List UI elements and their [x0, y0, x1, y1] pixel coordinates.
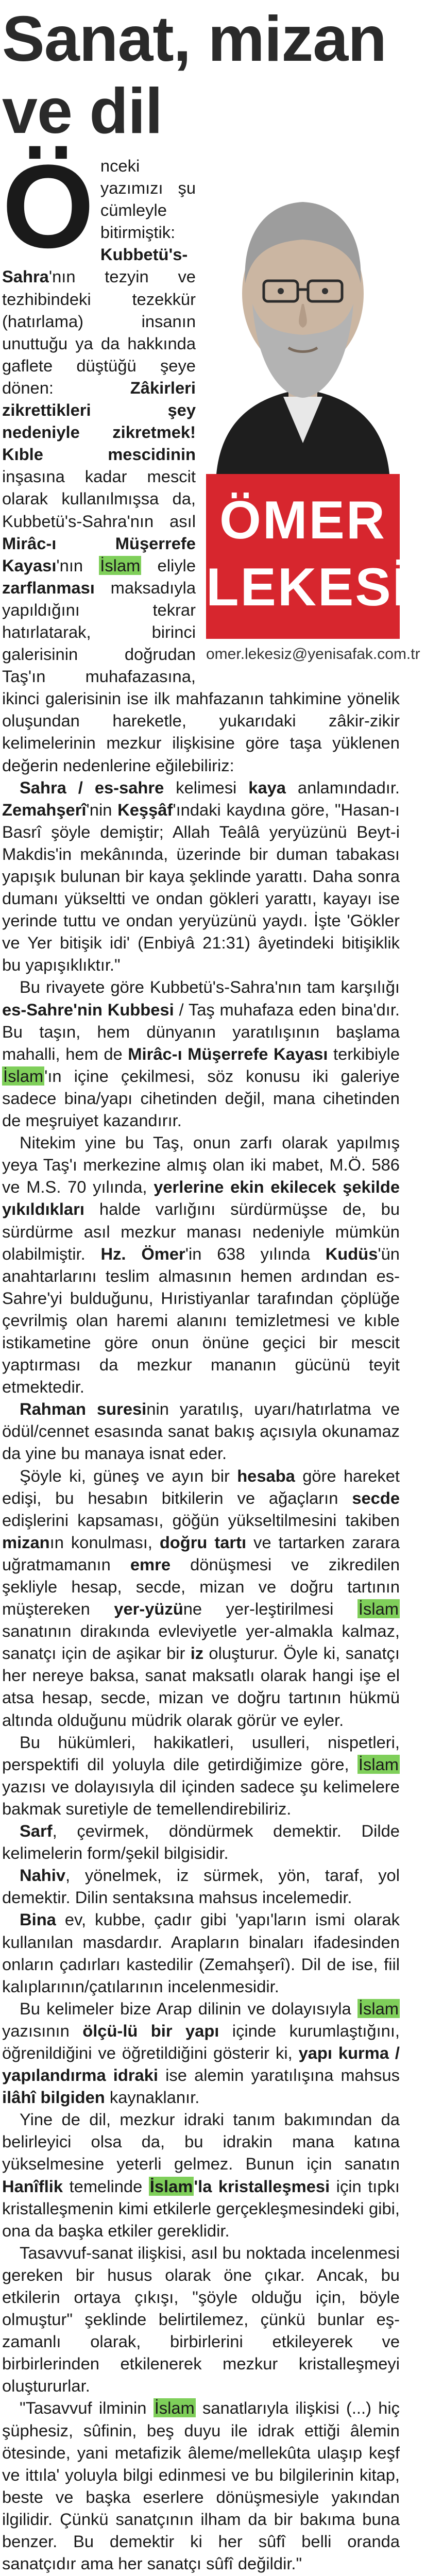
columnist-last-name: LEKESİZ	[206, 557, 443, 617]
body-paragraph: Sahra / es-sahre kelimesi kaya anlamındadır. Zemahşerî'nin Keşşâf'ındaki kaydına göre, "Hasan-ı Basrî şöyle demiştir; Allah Teâlâ yeryüzünü Beyt-i Makdis'in mekânında, üzerinde bir duman tabakası yapışık bulunan bir kaya şeklinde yarattı. Daha sonra dumanı yükseltti ve ondan gökleri yarattı, kayayı ise yerinde tuttu ve ondan yeryüzünü yaydı. İşte 'Gökler ve Yer bitişik idi' (Enbiyâ 21:31) âyetindeki bitişiklik bu yapışıklıktır."	[2, 777, 400, 975]
body-paragraph: Yine de dil, mezkur idraki tanım bakımından da belirleyici olsa da, bu idrakin mana katına yükselmesine yeterli gelmez. Bunun için sanatın Hanîflik temelinde İslam'la kristalleşmesi için tıpkı kristalleşmenin kimi etkilerle gerçekleşmesindeki gibi, ona da başka etkiler gereklidir.	[2, 2110, 400, 2240]
columnist-email: omer.lekesiz@yenisafak.com.tr	[206, 646, 420, 663]
body-paragraph: Bina ev, kubbe, çadır gibi 'yapı'ların ismi olarak kullanılan masdardır. Arapların binaları ifadesinden onların çadırları kastedilir (Zemahşerî). Dil de ise, fiil kalıplarının/çatılarının incelenmesidir.	[2, 1910, 400, 1996]
body-paragraph: Nahiv, yönelmek, iz sürmek, yön, taraf, yol demektir. Dilin sentaksına mahsus incelemedir.	[2, 1866, 400, 1907]
body-paragraph: Bu rivayete göre Kubbetü's-Sahra'nın tam karşılığı es-Sahre'nin Kubbesi / Taş muhafaza eden bina'dır. Bu taşın, hem dünyanın yaratılışının başlama mahalli, hem de Mirâc-ı Müşerrefe Kayası terkibiyle İslam'ın içine çekilmesi, söz konusu iki galeriye sadece bina/yapı cihetinden değil, mana cihetinden de meşruiyet kazandırır.	[2, 977, 400, 1130]
columnist-box-spacer	[196, 155, 443, 686]
body-paragraph: Bu hükümleri, hakikatleri, usulleri, nispetleri, perspektifi dil yoluyla dile getirdiğimize göre, İslam yazısı ve dolayısıyla dil içinden sadece şu kelimelere bakmak suretiyle de temellendirebiliriz.	[2, 1732, 400, 1818]
article-headline: Sanat, mizan ve dil	[2, 4, 386, 147]
body-paragraph: Önceki yazımızı şu cümleyle bitirmiştik: Kubbetü's-Sahra'nın tezyin ve tezhibindeki tezekkür (hatırlama) insanın unuttuğu ya da hakkında gaflete düştüğü şeye dönen: Zâkirleri zikrettikleri şey nedeniyle zikretmek! Kıble mescidinin inşasına kadar mescit olarak kullanılmışsa da, Kubbetü's-Sahra'nın asıl Mirâc-ı Müşerrefe Kayası'nın İslam eliyle zarflanması maksadıyla yapıldığını tekrar hatırlatarak, birinci galerisinin doğrudan Taş'ın muhafazasına, ikinci galerisinin ise ilk mahfazanın tahkimine yönelik oluşundan hareketle, yukarıdaki zâkir-zikir kelimelerinin mezkur ilişkisine göre taşa yüklenen değerin nedenlerine eğilebiliriz:	[2, 140, 400, 775]
body-paragraph: Nitekim yine bu Taş, onun zarfı olarak yapılmış yeya Taş'ı merkezine almış olan iki mabet, M.Ö. 586 ve M.S. 70 yılında, yerlerine ekin ekilecek şekilde yıkıldıkları halde varlığını sürdürmüşse de, bu sürdürme asıl mezkur manası nedeniyle mümkün olabilmiştir. Hz. Ömer'in 638 yılında Kudüs'ün anahtarlarını teslim almasının hemen ardından es-Sahre'yi bulduğunu, Hıristiyanlar tarafından çöplüğe çevrilmiş olan haremi alanını temizletmesi ve kıble istikametine göre onun önüne geçici bir mescit yaptırması da mezkur mananın gücünü teyit etmektedir.	[2, 1133, 400, 1397]
body-paragraph: Tasavvuf-sanat ilişkisi, asıl bu noktada incelenmesi gereken bir husus olarak öne çıkar. Ancak, bu etkilerin ortaya çıkışı, "şöyle olduğu için, böyle olmuştur" şeklinde belirtilemez, çünkü bunlar eş-zamanlı olarak, birbirlerini etkileyerek ve birbirlerinden etkilenerek mezkur kristalleşmeyi oluştururlar.	[2, 2243, 400, 2396]
article-body	[2, 140, 443, 2574]
body-paragraph: Sarf, çevirmek, döndürmek demektir. Dilde kelimelerin form/şekil bilgisidir.	[2, 1821, 400, 1863]
body-paragraph: Bu kelimeler bize Arap dilinin ve dolayısıyla İslam yazısının ölçü-lü bir yapı içinde kurumlaştığını, öğrenildiğini ve öğretildiğini gösterir ki, yapı kurma / yapılandırma idraki ise alemin yaratılışına mahsus ilâhî bilgiden kaynaklanır.	[2, 1998, 400, 2107]
columnist-first-name: ÖMER	[219, 490, 386, 550]
drop-cap: Ö	[2, 140, 94, 273]
body-paragraph: "Tasavvuf ilminin İslam sanatlarıyla ilişkisi (...) hiç şüphesiz, sûfinin, beş duyu ile idrak ettiği âlemin ötesinde, yani metafizik âleme/mellekûta ulaşıp keşf ve ittıla' yoluyla bilgi edinmesi ve bu bilgilerinin kitap, beste ve başka eserlere dönüşmesiyle yakından ilgilidir. Çünkü sanatçının ilham da bir bakıma buna benzer. Bu demektir ki her sûfî belli oranda sanatçıdır ama her sanatçı sûfî değildir."	[2, 2398, 400, 2573]
body-paragraph: Rahman suresinin yaratılış, uyarı/hatırlatma ve ödül/cennet esasında sanat bakış açısıyla okunamaz da yine bu manaya isnat eder.	[2, 1399, 400, 1463]
body-paragraph: Şöyle ki, güneş ve ayın bir hesaba göre hareket edişi, bu hesabın bitkilerin ve ağaçların secde edişlerini kapsaması, göğün yükseltilmesini takiben mizanın konulması, doğru tartı ve tartarken zarara uğratmamanın emre dönüşmesi ve zikredilen şekliyle hesap, secde, mizan ve doğru tartının müştereken yer-yüzüne yer-leştirilmesi İslam sanatının dirakında evleviyetle yer-almakla kalmaz, sanatçı için de aşikar bir iz oluşturur. Öyle ki, sanatçı her nereye baksa, sanat maksatlı olarak hangi işe el atsa hesap, secde, mizan ve doğru tartının hükmü altında olduğunu müdrik olarak görür ve eyler.	[2, 1466, 400, 1730]
